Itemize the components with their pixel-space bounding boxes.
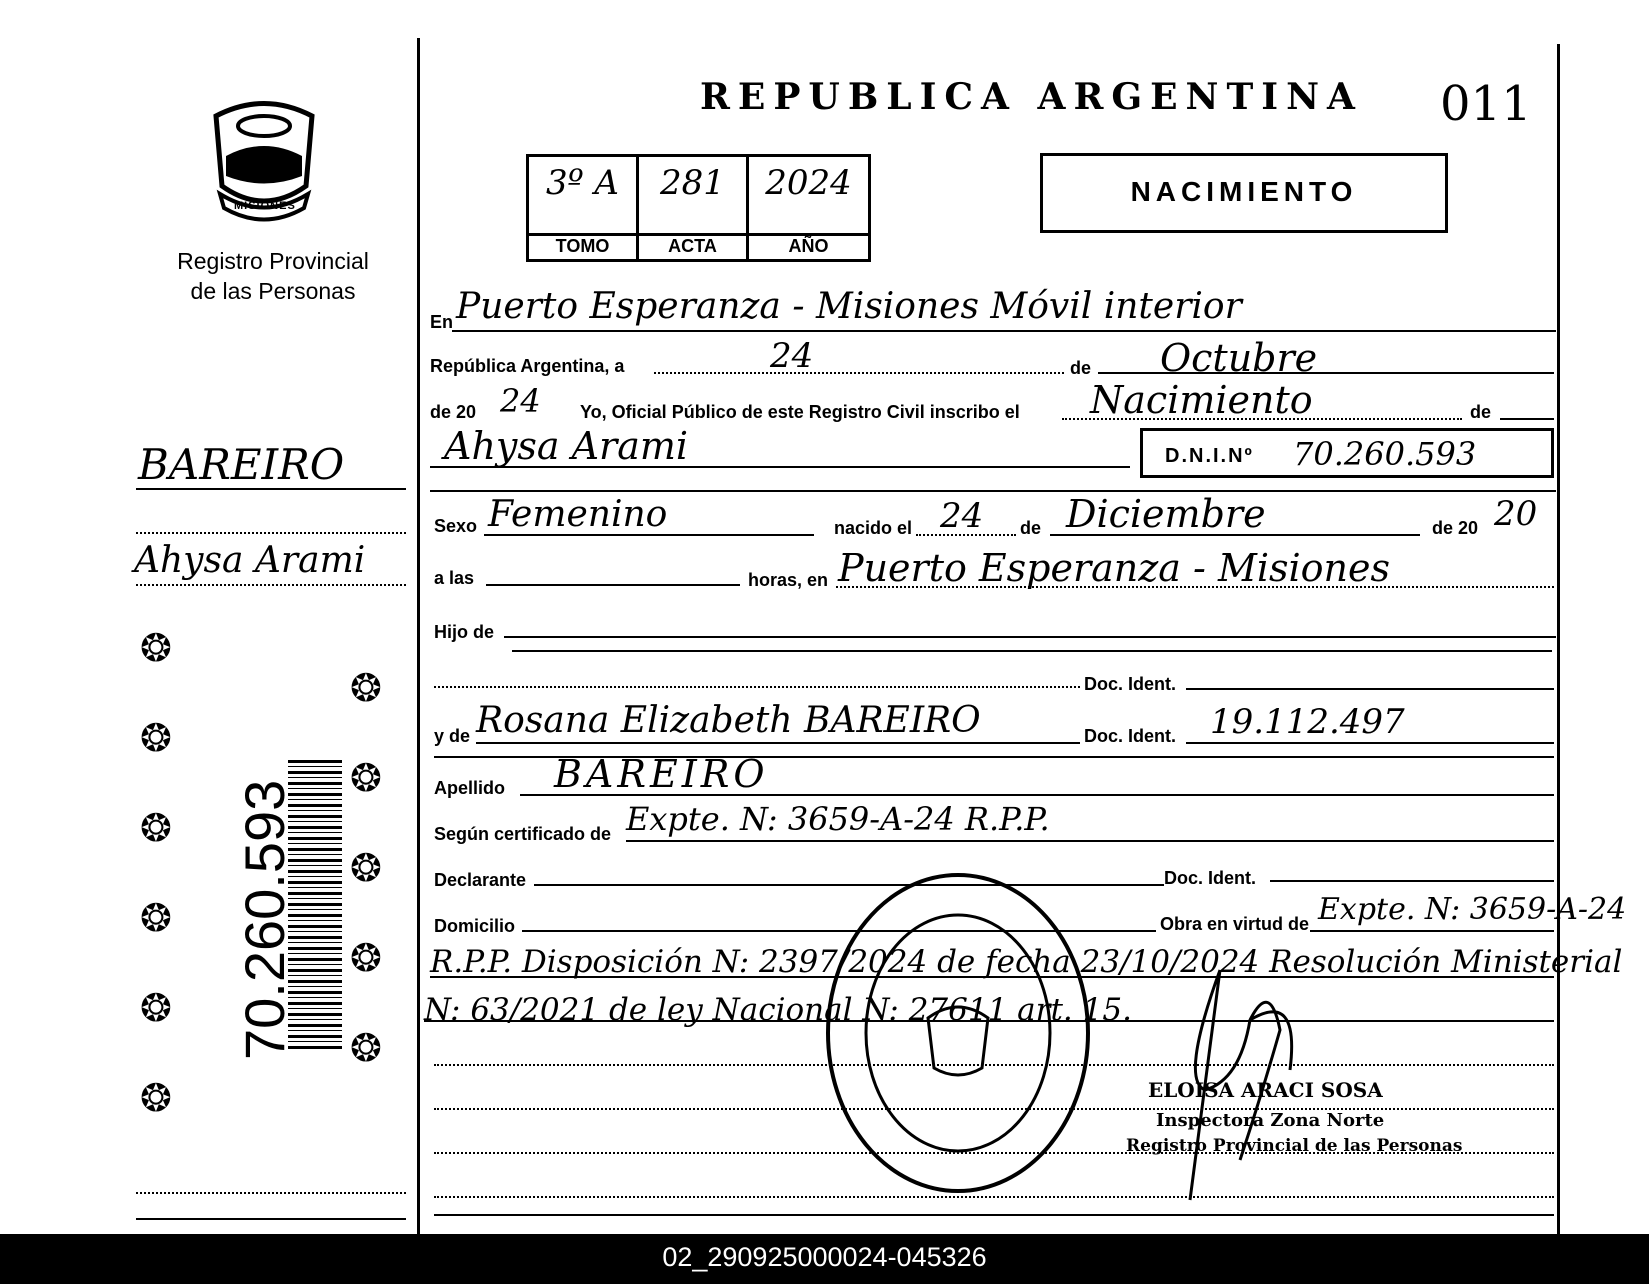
- birth-day-line: [916, 534, 1016, 536]
- fingerprint-icon: ❂: [140, 808, 172, 850]
- place-value: Puerto Esperanza - Misiones Móvil interior: [456, 286, 1242, 327]
- margin-dni-vertical: 70.260.593: [233, 779, 296, 1060]
- fingerprint-icon: ❂: [350, 1028, 382, 1070]
- registry-name-1: Registro Provincial: [177, 248, 369, 274]
- mother-doc-line: [1186, 742, 1554, 744]
- place-line: [452, 330, 1556, 332]
- docident-label-3: Doc. Ident.: [1164, 868, 1257, 888]
- margin-dotline-1: [136, 532, 406, 534]
- day-line: [654, 372, 1064, 374]
- certificado-value: Expte. N: 3659-A-24 R.P.P.: [626, 800, 1050, 838]
- left-divider: [417, 38, 420, 1234]
- acta-cell: [639, 157, 749, 259]
- fingerprint-strip-right: [350, 630, 394, 1150]
- birth-place-line: [836, 586, 1554, 588]
- fingerprint-icon: ❂: [350, 848, 382, 890]
- country-title: REPUBLICA ARGENTINA: [700, 76, 1363, 118]
- margin-dotline-3: [136, 1192, 406, 1194]
- anio-value: 2024: [765, 163, 852, 203]
- right-border: [1557, 44, 1560, 1234]
- signer-title: Inspectora Zona Norte: [1156, 1110, 1385, 1131]
- seal-text: MISIONES: [234, 200, 296, 212]
- month-line: [1098, 372, 1554, 374]
- de20-label: de 20: [430, 402, 477, 422]
- segun-label: Según certificado de: [434, 824, 612, 844]
- tomo-label: TOMO: [529, 233, 636, 257]
- hijo-label: Hijo de: [434, 622, 495, 642]
- signer-name: ELOISA ARACI SOSA: [1148, 1078, 1383, 1102]
- anio-cell: [749, 157, 868, 259]
- obra-value: Expte. N: 3659-A-24: [1318, 892, 1627, 927]
- sexo-line: [484, 534, 814, 536]
- horas-label: horas, en: [748, 570, 829, 590]
- dni-value: 70.260.593: [1293, 435, 1477, 473]
- day-value: 24: [770, 336, 814, 376]
- dni-box: [1140, 428, 1554, 478]
- docident-label-1: Doc. Ident.: [1084, 674, 1177, 694]
- margin-given-names: Ahysa Arami: [134, 540, 366, 581]
- mother-line: [476, 742, 1080, 744]
- folio-number: 011: [1440, 76, 1532, 132]
- fingerprint-icon: ❂: [140, 988, 172, 1030]
- acta-value: 281: [660, 163, 725, 203]
- birth-month-line: [1050, 534, 1420, 536]
- fingerprint-icon: ❂: [140, 718, 172, 760]
- alas-line: [486, 584, 740, 586]
- birth-month-value: Diciembre: [1066, 492, 1266, 536]
- act-line: [1062, 418, 1462, 420]
- declarante-label: Declarante: [434, 870, 527, 890]
- de-label-3: de: [1020, 518, 1042, 538]
- margin-bottom-line: [136, 1218, 406, 1220]
- registry-name-2: de las Personas: [190, 278, 356, 304]
- birth-year-value: 20: [1494, 494, 1538, 534]
- act-type-box: [1040, 153, 1448, 233]
- docident-label-2: Doc. Ident.: [1084, 726, 1177, 746]
- alas-label: a las: [434, 568, 475, 588]
- hijo-line: [504, 636, 1556, 638]
- sexo-value: Femenino: [488, 494, 668, 535]
- fingerprint-strip-left: [140, 630, 184, 1150]
- acta-label: ACTA: [639, 233, 746, 257]
- de-label: de: [1070, 358, 1092, 378]
- rep-label: República Argentina, a: [430, 356, 625, 376]
- segun-line: [626, 840, 1554, 842]
- act-value: Nacimiento: [1090, 378, 1313, 422]
- de-line-2: [1500, 418, 1554, 420]
- tomo-cell: [529, 157, 639, 259]
- hijo-line-2: [512, 650, 1552, 652]
- obra-line: [1310, 930, 1554, 932]
- footer-code: 02_290925000024-045326: [662, 1242, 987, 1272]
- fingerprint-icon: ❂: [350, 668, 382, 710]
- record-box: [526, 154, 871, 262]
- en-label: En: [430, 312, 454, 332]
- footer-bar: [0, 1234, 1649, 1284]
- domicilio-label: Domicilio: [434, 916, 516, 936]
- note-line-2: N: 63/2021 de ley Nacional N: 27611 art. 15.: [424, 992, 1132, 1028]
- apellido-line: [520, 794, 1554, 796]
- tomo-value: 3º A: [546, 163, 619, 203]
- margin-surname-line: [136, 488, 406, 490]
- birth-place-value: Puerto Esperanza - Misiones: [838, 546, 1391, 590]
- margin-surname: BAREIRO: [138, 440, 345, 489]
- birth-day-value: 24: [940, 496, 984, 536]
- fingerprint-icon: ❂: [140, 628, 172, 670]
- docident-line-1: [1186, 688, 1554, 690]
- year-value: 24: [500, 382, 541, 420]
- inscribe-label: Yo, Oficial Público de este Registro Civil inscribo el: [580, 402, 1020, 422]
- nacido-label: nacido el: [834, 518, 913, 538]
- registry-seal: [206, 96, 322, 226]
- act-type-label: NACIMIENTO: [1130, 176, 1358, 207]
- sexo-label: Sexo: [434, 516, 478, 536]
- yde-label: y de: [434, 726, 471, 746]
- signer-office: Registro Provincial de las Personas: [1126, 1136, 1463, 1156]
- dni-label: D.N.I.Nº: [1165, 445, 1254, 467]
- apellido-value: BAREIRO: [554, 752, 769, 796]
- bottom-line: [434, 1214, 1554, 1216]
- de20-label-2: de 20: [1432, 518, 1479, 538]
- name-value: Ahysa Arami: [444, 424, 689, 468]
- fingerprint-icon: ❂: [350, 758, 382, 800]
- fingerprint-icon: ❂: [350, 938, 382, 980]
- obra-label: Obra en virtud de: [1160, 914, 1310, 934]
- name-line: [430, 466, 1130, 468]
- apellido-label: Apellido: [434, 778, 505, 798]
- mother-doc-value: 19.112.497: [1210, 702, 1405, 742]
- mother-value: Rosana Elizabeth BAREIRO: [476, 700, 981, 741]
- anio-label: AÑO: [749, 233, 868, 257]
- dni-row-line: [430, 490, 1556, 492]
- fingerprint-icon: ❂: [140, 1078, 172, 1120]
- de-label-2: de: [1470, 402, 1492, 422]
- margin-dotline-2: [136, 584, 406, 586]
- month-value: Octubre: [1160, 336, 1318, 380]
- official-stamp: [822, 868, 1094, 1198]
- fingerprint-icon: ❂: [140, 898, 172, 940]
- note-line-1: R.P.P. Disposición N: 2397/2024 de fecha 23/10/2024 Resolución Ministerial: [430, 944, 1623, 980]
- father-line: [434, 686, 1080, 688]
- docident-line-3: [1270, 880, 1554, 882]
